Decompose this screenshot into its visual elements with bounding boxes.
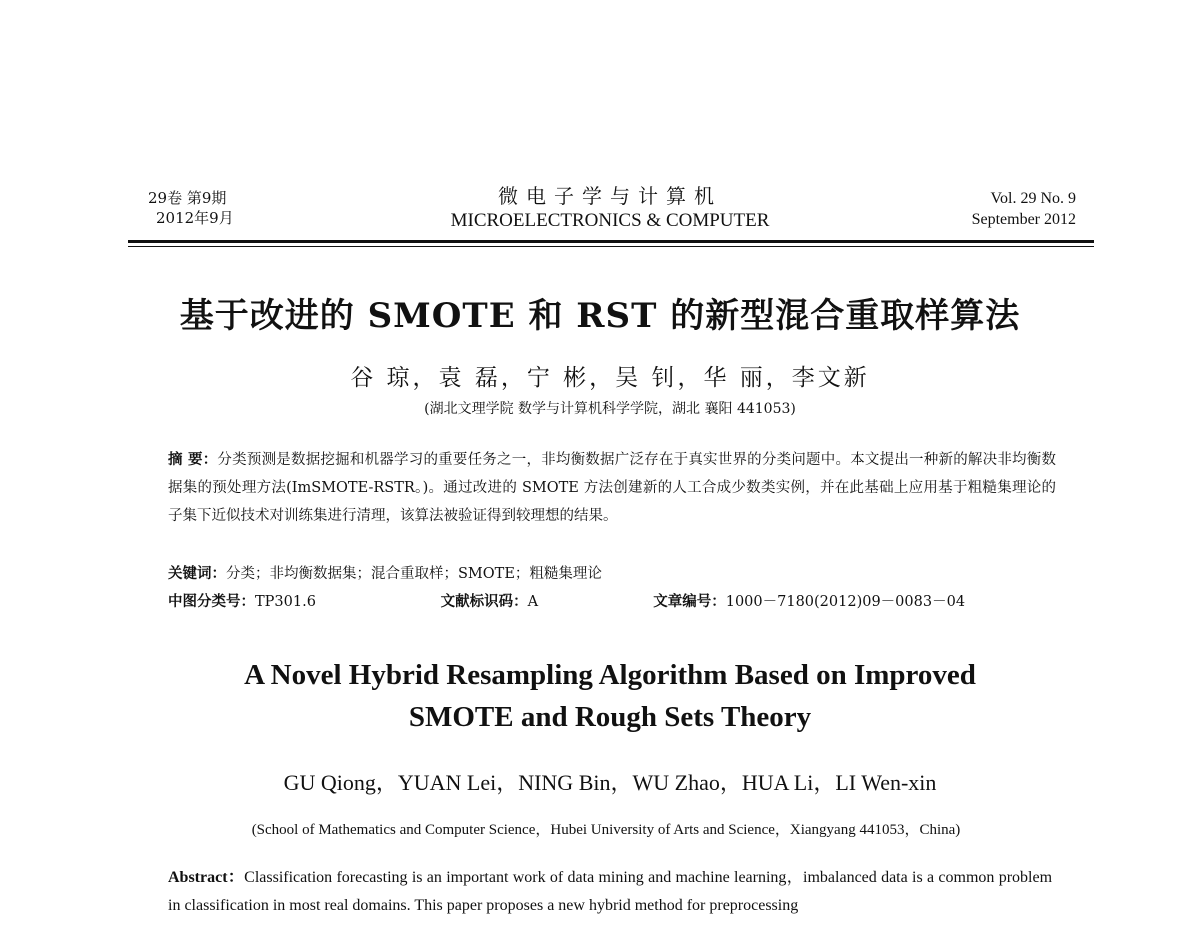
keywords-cn-text: 分类；非均衡数据集；混合重取样；SMOTE；粗糙集理论: [226, 566, 602, 582]
journal-name-cn: 微电子学与计算机: [498, 184, 722, 208]
journal-issue-cn: [148, 188, 234, 228]
paper-title-en-line1: A Novel Hybrid Resampling Algorithm Based on Improved: [244, 659, 976, 691]
abstract-en-label: Abstract：: [168, 869, 245, 886]
paper-title-cn: 基于改进的 SMOTE 和 RST 的新型混合重取样算法: [179, 296, 1021, 336]
article-number: [653, 590, 965, 614]
clc-value: TP301.6: [255, 594, 316, 610]
journal-name: [380, 184, 840, 234]
affiliation-cn: (湖北文理学院 数学与计算机科学学院，湖北 襄阳 441053): [424, 401, 796, 417]
article-number-label: 文章编号：: [653, 593, 726, 610]
keywords-cn: [168, 562, 1056, 586]
doc-code-label: 文献标识码：: [440, 593, 528, 610]
date-en: September 2012: [971, 211, 1076, 228]
clc-label: 中图分类号：: [168, 593, 255, 610]
authors-cn: 谷 琼，袁 磊，宁 彬，吴 钊，华 丽，李文新: [350, 365, 870, 391]
volume-issue-en: Vol. 29 No. 9: [990, 190, 1076, 207]
doc-code-value: A: [527, 594, 539, 610]
document-code: [441, 590, 649, 614]
clc-number: [168, 590, 436, 614]
header-rule-thin: [128, 246, 1094, 247]
date-cn: 2012年9月: [156, 209, 234, 227]
abstract-en-text: Classification forecasting is an important work of data mining and machine learning，imbalanced data is a common problem in classification in most real domains. This paper proposes a new hybrid method for preprocessing: [168, 869, 1053, 914]
paper-title-en-line2: SMOTE and Rough Sets Theory: [408, 701, 812, 733]
abstract-cn-text: 分类预测是数据挖掘和机器学习的重要任务之一，非均衡数据广泛存在于真实世界的分类问题中。本文提出一种新的解决非均衡数据集的预处理方法(ImSMOTE-RSTR。)。通过改进的 SMOTE 方法创建新的人工合成少数类实例，并在此基础上应用基于粗糙集理论的子集下近似技术对训练集进行清理，该算法被验证得到较理想的结果。: [168, 452, 1056, 524]
keywords-cn-label: 关键词：: [168, 565, 226, 582]
journal-issue-en: [972, 188, 1076, 230]
abstract-en: [168, 864, 1052, 920]
header-rule-thick: [128, 240, 1094, 243]
abstract-cn-label: 摘 要：: [168, 451, 218, 468]
paper-title-en: [0, 654, 1200, 738]
affiliation-en: (School of Mathematics and Computer Science，Hubei University of Arts and Science，Xiangyang 441053，China): [251, 822, 961, 838]
volume-issue-cn: 29卷 第9期: [148, 189, 227, 207]
classification-line: [168, 590, 1068, 614]
article-number-value: 1000－7180(2012)09－0083－04: [725, 594, 966, 610]
authors-en: GU Qiong，YUAN Lei，NING Bin，WU Zhao，HUA Li，LI Wen-xin: [283, 770, 937, 795]
journal-name-en: MICROELECTRONICS & COMPUTER: [450, 210, 770, 231]
abstract-cn: [168, 446, 1056, 530]
